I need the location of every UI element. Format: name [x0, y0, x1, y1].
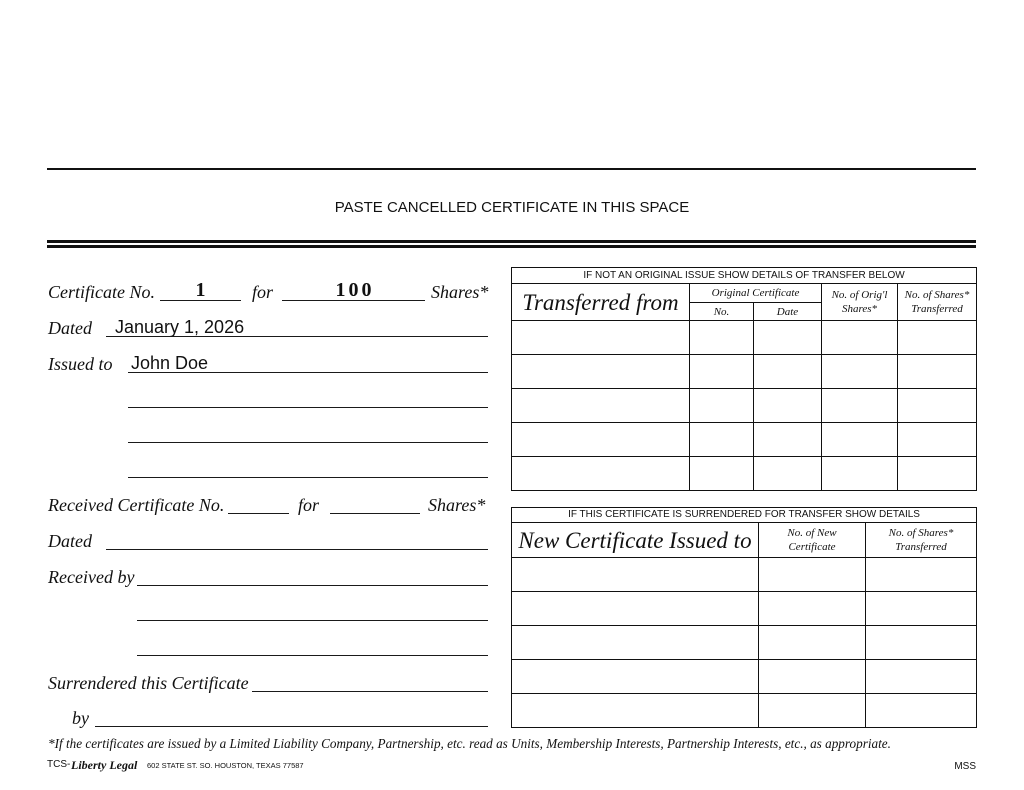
new-cert-row: [512, 694, 977, 728]
transfer-cell-orig-shares[interactable]: [822, 355, 898, 389]
transfer-cell-cert-date[interactable]: [754, 355, 822, 389]
transfer-cell-orig-shares[interactable]: [822, 423, 898, 457]
transfer-row: [512, 389, 977, 423]
issued-to-label: Issued to: [48, 354, 113, 374]
transfer-cell-cert-no[interactable]: [690, 389, 754, 423]
transfer-cell-shares-transferred[interactable]: [898, 389, 977, 423]
shares-field[interactable]: [282, 279, 425, 301]
cert-date-header: Date: [754, 303, 822, 321]
paste-instruction: PASTE CANCELLED CERTIFICATE IN THIS SPACE: [334, 199, 690, 216]
surrendered-by-label: by: [72, 708, 89, 728]
brand-logo: Liberty Legal: [71, 758, 138, 772]
transfer-cell-shares-transferred[interactable]: [898, 355, 977, 389]
dated-label: Dated: [48, 318, 92, 338]
issued-to-value: John Doe: [131, 353, 209, 373]
received-for-label: for: [298, 495, 320, 515]
transfer-cell-cert-no[interactable]: [690, 423, 754, 457]
new-certificate-title: New Certificate Issued to: [512, 523, 759, 558]
new-cert-cell-issued-to[interactable]: [512, 592, 759, 626]
transfer-cell-orig-shares[interactable]: [822, 321, 898, 355]
new-cert-no-header: [759, 523, 866, 558]
publisher-address: 602 STATE ST. SO. HOUSTON, TEXAS 77587: [147, 761, 304, 770]
new-cert-cell-issued-to[interactable]: [512, 558, 759, 592]
transferred-from-title: Transferred from: [512, 284, 690, 321]
orig-shares-header: [822, 284, 898, 321]
transfer-cell-cert-date[interactable]: [754, 321, 822, 355]
issued-to-field[interactable]: [128, 351, 488, 373]
new-cert-shares-header-line: Transferred: [895, 541, 947, 553]
transfer-row: [512, 457, 977, 491]
received-certificate-no-label: Received Certificate No.: [48, 495, 225, 515]
new-cert-cell-shares-transferred[interactable]: [866, 626, 977, 660]
shares-value: 100: [335, 279, 375, 301]
shares-transferred-header: [898, 284, 977, 321]
shares-transferred-header-line: No. of Shares*: [904, 289, 970, 301]
new-cert-row: [512, 592, 977, 626]
issued-to-field[interactable]: [128, 456, 488, 478]
transfer-cell-cert-no[interactable]: [690, 355, 754, 389]
double-rule-lower: [47, 245, 976, 248]
new-certificate-table: [511, 507, 977, 728]
transfer-cell-transferred-from[interactable]: [512, 389, 690, 423]
new-cert-cell-shares-transferred[interactable]: [866, 592, 977, 626]
new-cert-cell-new-cert-no[interactable]: [759, 660, 866, 694]
double-rule-upper: [47, 240, 976, 243]
surrendered-by-field[interactable]: [95, 705, 488, 727]
transfer-cell-orig-shares[interactable]: [822, 457, 898, 491]
transfer-cell-shares-transferred[interactable]: [898, 457, 977, 491]
transfer-cell-cert-date[interactable]: [754, 423, 822, 457]
certificate-no-value: 1: [195, 279, 209, 301]
transfer-cell-shares-transferred[interactable]: [898, 423, 977, 457]
transfer-cell-cert-date[interactable]: [754, 389, 822, 423]
original-certificate-header: Original Certificate: [690, 284, 822, 303]
new-cert-table-header: IF THIS CERTIFICATE IS SURRENDERED FOR TRANSFER SHOW DETAILS: [512, 508, 977, 523]
certificate-no-label: Certificate No.: [48, 282, 155, 302]
transfer-cell-transferred-from[interactable]: [512, 457, 690, 491]
transfer-table-header: IF NOT AN ORIGINAL ISSUE SHOW DETAILS OF TRANSFER BELOW: [512, 268, 977, 284]
new-cert-shares-header-line: No. of Shares*: [888, 527, 954, 539]
new-cert-cell-new-cert-no[interactable]: [759, 626, 866, 660]
new-cert-cell-shares-transferred[interactable]: [866, 558, 977, 592]
new-cert-table-body: [512, 558, 977, 728]
surrendered-field[interactable]: [252, 670, 488, 692]
new-cert-no-header-line: No. of New: [787, 527, 837, 539]
new-cert-shares-header: [866, 523, 977, 558]
top-rule: [47, 168, 976, 170]
dated-field[interactable]: [106, 315, 488, 337]
received-dated-field[interactable]: [106, 528, 488, 550]
new-cert-cell-new-cert-no[interactable]: [759, 694, 866, 728]
orig-shares-header-line: No. of Orig'l: [831, 289, 888, 301]
transfer-cell-orig-shares[interactable]: [822, 389, 898, 423]
transfer-cell-transferred-from[interactable]: [512, 423, 690, 457]
cert-no-header: No.: [690, 303, 754, 321]
transfer-cell-cert-no[interactable]: [690, 321, 754, 355]
surrendered-label: Surrendered this Certificate: [48, 673, 249, 693]
transfer-row: [512, 321, 977, 355]
transfer-cell-shares-transferred[interactable]: [898, 321, 977, 355]
transfer-cell-transferred-from[interactable]: [512, 321, 690, 355]
new-cert-cell-issued-to[interactable]: [512, 660, 759, 694]
received-shares-label: Shares*: [428, 495, 486, 515]
new-cert-row: [512, 558, 977, 592]
transfer-cell-transferred-from[interactable]: [512, 355, 690, 389]
received-certificate-no-field[interactable]: [228, 492, 289, 514]
new-cert-cell-new-cert-no[interactable]: [759, 558, 866, 592]
footnote: *If the certificates are issued by a Limited Liability Company, Partnership, etc. read as Units, Membership Interests, Partnership Interests, etc., as appropriate.: [48, 736, 891, 751]
issued-to-field[interactable]: [128, 421, 488, 443]
transfer-table-body: [512, 321, 977, 491]
new-cert-cell-issued-to[interactable]: [512, 694, 759, 728]
issued-to-field[interactable]: [128, 386, 488, 408]
for-label: for: [252, 282, 274, 302]
received-by-label: Received by: [48, 567, 135, 587]
dated-value: January 1, 2026: [115, 317, 245, 337]
transfer-from-table: [511, 267, 977, 491]
new-cert-row: [512, 626, 977, 660]
shares-transferred-header-line: Transferred: [911, 303, 963, 315]
orig-shares-header-line: Shares*: [841, 303, 878, 315]
paste-area: [47, 0, 976, 168]
new-cert-cell-issued-to[interactable]: [512, 626, 759, 660]
form-code: TCS-: [47, 759, 71, 770]
form-id: MSS: [954, 761, 976, 772]
shares-label: Shares*: [431, 282, 489, 302]
new-cert-no-header-line: Certificate: [788, 541, 836, 553]
transfer-row: [512, 423, 977, 457]
certificate-no-field[interactable]: [160, 279, 241, 301]
transfer-row: [512, 355, 977, 389]
transfer-cell-cert-date[interactable]: [754, 457, 822, 491]
new-cert-row: [512, 660, 977, 694]
new-cert-cell-shares-transferred[interactable]: [866, 660, 977, 694]
received-by-field[interactable]: [137, 634, 488, 656]
received-by-field[interactable]: [137, 564, 488, 586]
received-by-field[interactable]: [137, 599, 488, 621]
received-dated-label: Dated: [48, 531, 92, 551]
received-shares-field[interactable]: [330, 492, 420, 514]
new-cert-cell-shares-transferred[interactable]: [866, 694, 977, 728]
transfer-cell-cert-no[interactable]: [690, 457, 754, 491]
new-cert-cell-new-cert-no[interactable]: [759, 592, 866, 626]
